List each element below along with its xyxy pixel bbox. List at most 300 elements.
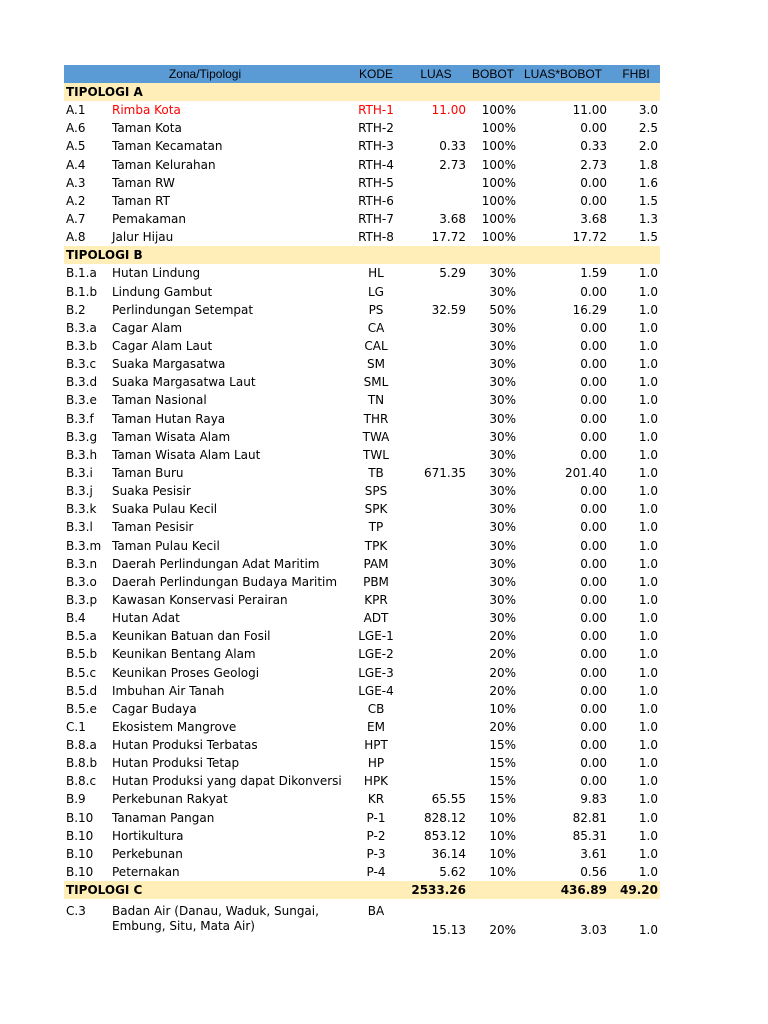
cell-kode[interactable]: THR [363, 411, 389, 426]
cell-bobot[interactable]: 15% [489, 738, 516, 753]
cell-name[interactable]: Peternakan [112, 865, 180, 880]
cell-fhbi[interactable]: 1.0 [638, 320, 658, 335]
cell-kode[interactable]: P-4 [366, 865, 386, 880]
cell-bobot[interactable]: 10% [489, 810, 516, 825]
table-row [64, 391, 660, 409]
cell-luas-bobot[interactable]: 0.00 [580, 738, 607, 753]
cell-luas[interactable]: 36.14 [431, 846, 466, 861]
cell-name[interactable]: Taman Wisata Alam [112, 429, 231, 444]
cell-name[interactable]: Daerah Perlindungan Budaya Maritim [112, 574, 338, 589]
header-kode[interactable]: KODE [358, 67, 393, 81]
cell-fhbi[interactable]: 3.0 [638, 103, 658, 118]
cell-luas-bobot[interactable]: 201.40 [565, 465, 607, 480]
cell-luas-bobot[interactable]: 0.00 [580, 701, 607, 716]
cell-luas-bobot[interactable]: 0.56 [580, 865, 607, 880]
cell-kode[interactable]: HPT [364, 738, 388, 753]
cell-bobot[interactable]: 30% [489, 320, 516, 335]
cell-name[interactable]: Badan Air (Danau, Waduk, Sungai, Embung, Situ, Mata Air) [112, 904, 319, 934]
table-row [64, 845, 660, 863]
cell-fhbi[interactable]: 1.6 [638, 175, 658, 190]
cell-code[interactable]: A.3 [66, 175, 86, 190]
cell-kode[interactable]: TN [367, 393, 385, 408]
cell-bobot[interactable]: 20% [489, 923, 516, 938]
cell-kode[interactable]: LGE-3 [358, 665, 394, 680]
cell-kode[interactable]: RTH-4 [358, 157, 394, 172]
cell-luas-bobot[interactable]: 0.00 [580, 357, 607, 372]
cell-fhbi[interactable]: 1.0 [638, 465, 658, 480]
header-fhbi[interactable]: FHBI [622, 67, 650, 81]
cell-bobot[interactable]: 30% [489, 556, 516, 571]
cell-fhbi[interactable]: 1.0 [638, 338, 658, 353]
cell-fhbi[interactable]: 1.0 [638, 447, 658, 462]
cell-bobot[interactable]: 20% [489, 629, 516, 644]
cell-code[interactable]: B.10 [66, 828, 94, 843]
cell-fhbi[interactable]: 1.0 [638, 683, 658, 698]
cell-code[interactable]: B.1.b [66, 284, 98, 299]
cell-kode[interactable]: RTH-8 [358, 230, 394, 245]
cell-luas[interactable]: 32.59 [431, 302, 466, 317]
cell-fhbi[interactable]: 1.0 [638, 701, 658, 716]
cell-bobot[interactable]: 30% [489, 520, 516, 535]
cell-name[interactable]: Keunikan Proses Geologi [112, 665, 260, 680]
cell-fhbi[interactable]: 1.0 [638, 592, 658, 607]
cell-code[interactable]: B.3.p [66, 592, 98, 607]
cell-bobot[interactable]: 100% [481, 211, 516, 226]
cell-fhbi[interactable]: 1.0 [638, 629, 658, 644]
cell-code[interactable]: B.10 [66, 846, 94, 861]
table-row [64, 319, 660, 337]
cell-bobot[interactable]: 100% [481, 121, 516, 136]
cell-code[interactable]: A.4 [66, 157, 86, 172]
cell-fhbi[interactable]: 1.0 [638, 810, 658, 825]
cell-name[interactable]: Taman Pesisir [112, 520, 194, 535]
cell-luas[interactable]: 5.62 [439, 865, 466, 880]
cell-fhbi[interactable]: 1.0 [638, 375, 658, 390]
cell-bobot[interactable]: 100% [481, 230, 516, 245]
cell-kode[interactable]: KR [367, 792, 385, 807]
cell-kode[interactable]: SM [367, 357, 385, 372]
cell-name[interactable]: Taman Kelurahan [112, 157, 216, 172]
cell-luas-bobot[interactable]: 0.00 [580, 719, 607, 734]
cell-fhbi[interactable]: 1.0 [638, 520, 658, 535]
cell-bobot[interactable]: 15% [489, 774, 516, 789]
cell-name[interactable]: Taman RT [112, 193, 170, 208]
cell-code[interactable]: B.3.i [66, 465, 93, 480]
cell-luas-bobot[interactable]: 85.31 [572, 828, 607, 843]
cell-luas-bobot[interactable]: 0.00 [580, 538, 607, 553]
cell-kode[interactable]: SML [363, 375, 389, 390]
cell-fhbi[interactable]: 1.0 [638, 484, 658, 499]
table-row [64, 337, 660, 355]
cell-name[interactable]: Suaka Margasatwa [112, 357, 226, 372]
cell-fhbi[interactable]: 1.0 [638, 302, 658, 317]
cell-bobot[interactable]: 30% [489, 284, 516, 299]
cell-bobot[interactable]: 30% [489, 393, 516, 408]
cell-luas[interactable]: 17.72 [431, 230, 466, 245]
cell-luas-bobot[interactable]: 0.00 [580, 683, 607, 698]
cell-luas-bobot[interactable]: 17.72 [572, 230, 607, 245]
cell-fhbi[interactable]: 1.0 [638, 738, 658, 753]
cell-bobot[interactable]: 100% [481, 157, 516, 172]
cell-fhbi[interactable]: 1.0 [638, 828, 658, 843]
cell-code[interactable]: B.10 [66, 810, 94, 825]
cell-fhbi[interactable]: 1.0 [638, 846, 658, 861]
cell-bobot[interactable]: 10% [489, 701, 516, 716]
cell-kode[interactable]: ADT [363, 611, 389, 626]
cell-name[interactable]: Taman Hutan Raya [112, 411, 226, 426]
cell-code[interactable]: B.8.b [66, 756, 98, 771]
cell-luas-bobot[interactable]: 0.00 [580, 520, 607, 535]
cell-code[interactable]: B.5.c [66, 665, 97, 680]
header-row [64, 65, 660, 83]
cell-name[interactable]: Perkebunan [112, 846, 183, 861]
cell-bobot[interactable]: 10% [489, 865, 516, 880]
cell-fhbi[interactable]: 1.8 [638, 157, 658, 172]
cell-fhbi[interactable]: 1.3 [638, 211, 658, 226]
cell-code[interactable]: A.1 [66, 103, 86, 118]
cell-kode[interactable]: BA [367, 904, 385, 919]
cell-code[interactable]: A.6 [66, 121, 86, 136]
cell-code[interactable]: B.3.g [66, 429, 98, 444]
cell-kode[interactable]: TP [368, 520, 384, 535]
cell-kode[interactable]: LGE-1 [358, 629, 394, 644]
cell-code[interactable]: B.3.f [66, 411, 94, 426]
cell-name[interactable]: Cagar Alam [112, 320, 183, 335]
cell-kode[interactable]: PBM [363, 574, 389, 589]
cell-kode[interactable]: SPK [364, 502, 388, 517]
cell-code[interactable]: B.3.b [66, 338, 98, 353]
cell-luas-bobot[interactable]: 0.00 [580, 447, 607, 462]
table-row [64, 645, 660, 663]
cell-luas-bobot[interactable]: 0.00 [580, 175, 607, 190]
cell-luas-bobot[interactable]: 16.29 [572, 302, 607, 317]
cell-luas-bobot[interactable]: 0.00 [580, 121, 607, 136]
cell-luas-bobot[interactable]: 1.59 [580, 266, 607, 281]
cell-code[interactable]: B.3.d [66, 375, 98, 390]
cell-code[interactable]: B.3.h [66, 447, 98, 462]
cell-luas[interactable]: 828.12 [424, 810, 466, 825]
cell-kode[interactable]: RTH-7 [358, 211, 394, 226]
cell-name[interactable]: Suaka Pesisir [112, 484, 191, 499]
cell-kode[interactable]: CAL [364, 338, 388, 353]
cell-bobot[interactable]: 30% [489, 429, 516, 444]
cell-fhbi[interactable]: 1.0 [638, 719, 658, 734]
cell-luas-bobot[interactable]: 0.00 [580, 647, 607, 662]
cell-luas[interactable]: 671.35 [424, 465, 466, 480]
cell-fhbi[interactable]: 1.0 [638, 611, 658, 626]
cell-luas-bobot[interactable]: 0.33 [580, 139, 607, 154]
cell-name[interactable]: Tanaman Pangan [112, 810, 215, 825]
cell-kode[interactable]: EM [367, 719, 385, 734]
cell-code[interactable]: A.7 [66, 211, 86, 226]
cell-kode[interactable]: CB [367, 701, 385, 716]
cell-bobot[interactable]: 15% [489, 792, 516, 807]
cell-name[interactable]: Taman Buru [112, 465, 184, 480]
cell-kode[interactable]: P-1 [366, 810, 386, 825]
cell-kode[interactable]: RTH-3 [358, 139, 394, 154]
table-row [64, 809, 660, 827]
cell-name[interactable]: Suaka Margasatwa Laut [112, 375, 256, 390]
cell-name[interactable]: Rimba Kota [112, 103, 181, 118]
cell-luas[interactable]: 65.55 [431, 792, 466, 807]
cell-bobot[interactable]: 50% [489, 302, 516, 317]
cell-fhbi[interactable]: 1.0 [638, 502, 658, 517]
cell-bobot[interactable]: 100% [481, 139, 516, 154]
cell-code[interactable]: B.1.a [66, 266, 97, 281]
header-luas[interactable]: LUAS [420, 67, 452, 81]
cell-luas-bobot[interactable]: 0.00 [580, 284, 607, 299]
cell-kode[interactable]: RTH-1 [358, 103, 394, 118]
cell-name[interactable]: Hutan Adat [112, 611, 180, 626]
cell-bobot[interactable]: 100% [481, 103, 516, 118]
cell-luas-bobot[interactable]: 3.61 [580, 846, 607, 861]
cell-code[interactable]: B.3.o [66, 574, 97, 589]
cell-name[interactable]: Ekosistem Mangrove [112, 719, 237, 734]
cell-bobot[interactable]: 100% [481, 175, 516, 190]
table-row [64, 903, 660, 941]
table-row [64, 627, 660, 645]
cell-name[interactable]: Keunikan Batuan dan Fosil [112, 629, 271, 644]
cell-fhbi[interactable]: 1.0 [638, 774, 658, 789]
total-luas-bobot[interactable]: 436.89 [560, 883, 607, 898]
cell-fhbi[interactable]: 1.0 [638, 865, 658, 880]
cell-kode[interactable]: HP [367, 756, 385, 771]
cell-name[interactable]: Perkebunan Rakyat [112, 792, 228, 807]
cell-name[interactable]: Kawasan Konservasi Perairan [112, 592, 288, 607]
cell-luas-bobot[interactable]: 0.00 [580, 665, 607, 680]
cell-luas-bobot[interactable]: 0.00 [580, 411, 607, 426]
cell-code[interactable]: C.1 [66, 719, 86, 734]
cell-bobot[interactable]: 10% [489, 828, 516, 843]
cell-code[interactable]: B.4 [66, 611, 86, 626]
cell-kode[interactable]: TWL [363, 447, 389, 462]
cell-code[interactable]: B.8.a [66, 738, 97, 753]
cell-name[interactable]: Jalur Hijau [112, 230, 174, 245]
cell-name[interactable]: Taman RW [112, 175, 175, 190]
cell-name[interactable]: Taman Wisata Alam Laut [112, 447, 261, 462]
cell-fhbi[interactable]: 1.0 [638, 647, 658, 662]
cell-code[interactable]: A.2 [66, 193, 86, 208]
cell-fhbi[interactable]: 1.0 [638, 284, 658, 299]
cell-kode[interactable]: RTH-2 [358, 121, 394, 136]
cell-fhbi[interactable]: 1.0 [638, 357, 658, 372]
cell-fhbi[interactable]: 1.0 [638, 556, 658, 571]
cell-luas[interactable]: 3.68 [439, 211, 466, 226]
cell-bobot[interactable]: 30% [489, 266, 516, 281]
cell-code[interactable]: B.5.b [66, 647, 98, 662]
cell-kode[interactable]: HPK [363, 774, 389, 789]
cell-bobot[interactable]: 30% [489, 574, 516, 589]
cell-code[interactable]: B.5.e [66, 701, 97, 716]
cell-luas-bobot[interactable]: 0.00 [580, 502, 607, 517]
cell-bobot[interactable]: 30% [489, 411, 516, 426]
section-label[interactable]: TIPOLOGI B [66, 248, 143, 263]
cell-name[interactable]: Hutan Produksi Terbatas [112, 738, 258, 753]
cell-luas-bobot[interactable]: 0.00 [580, 574, 607, 589]
cell-kode[interactable]: PAM [363, 556, 389, 571]
cell-kode[interactable]: P-3 [366, 846, 386, 861]
cell-kode[interactable]: KPR [364, 592, 388, 607]
cell-luas-bobot[interactable]: 0.00 [580, 756, 607, 771]
table-row [64, 518, 660, 536]
cell-code[interactable]: A.8 [66, 230, 86, 245]
table-row [64, 192, 660, 210]
cell-luas-bobot[interactable]: 0.00 [580, 393, 607, 408]
cell-fhbi[interactable]: 1.0 [638, 574, 658, 589]
cell-bobot[interactable]: 30% [489, 338, 516, 353]
cell-luas-bobot[interactable]: 3.03 [580, 923, 607, 938]
cell-bobot[interactable]: 20% [489, 647, 516, 662]
cell-bobot[interactable]: 30% [489, 484, 516, 499]
cell-name[interactable]: Lindung Gambut [112, 284, 213, 299]
cell-luas-bobot[interactable]: 0.00 [580, 556, 607, 571]
cell-kode[interactable]: LG [368, 284, 384, 299]
cell-luas-bobot[interactable]: 3.68 [580, 211, 607, 226]
cell-code[interactable]: B.3.c [66, 357, 97, 372]
cell-luas[interactable]: 11.00 [431, 103, 466, 118]
header-zona[interactable]: Zona/Tipologi [168, 67, 242, 81]
cell-bobot[interactable]: 20% [489, 665, 516, 680]
cell-fhbi[interactable]: 1.0 [638, 429, 658, 444]
cell-luas-bobot[interactable]: 11.00 [572, 103, 607, 118]
cell-code[interactable]: B.9 [66, 792, 86, 807]
cell-kode[interactable]: TWA [362, 429, 390, 444]
cell-name[interactable]: Hutan Produksi yang dapat Dikonversi [112, 774, 342, 789]
cell-code[interactable]: B.3.j [66, 484, 93, 499]
cell-luas-bobot[interactable]: 2.73 [580, 157, 607, 172]
cell-bobot[interactable]: 15% [489, 756, 516, 771]
cell-kode[interactable]: PS [368, 302, 384, 317]
cell-name[interactable]: Taman Pulau Kecil [112, 538, 220, 553]
cell-code[interactable]: B.5.d [66, 683, 98, 698]
cell-bobot[interactable]: 30% [489, 538, 516, 553]
cell-fhbi[interactable]: 1.0 [638, 266, 658, 281]
cell-bobot[interactable]: 30% [489, 447, 516, 462]
cell-luas-bobot[interactable]: 0.00 [580, 375, 607, 390]
cell-bobot[interactable]: 30% [489, 592, 516, 607]
cell-fhbi[interactable]: 1.5 [638, 193, 658, 208]
cell-name[interactable]: Hutan Lindung [112, 266, 201, 281]
cell-fhbi[interactable]: 1.0 [638, 411, 658, 426]
cell-bobot[interactable]: 30% [489, 357, 516, 372]
cell-luas[interactable]: 853.12 [424, 828, 466, 843]
cell-name[interactable]: Pemakaman [112, 211, 186, 226]
cell-name[interactable]: Taman Kota [112, 121, 182, 136]
cell-luas-bobot[interactable]: 0.00 [580, 592, 607, 607]
cell-luas[interactable]: 15.13 [431, 923, 466, 938]
cell-kode[interactable]: P-2 [366, 828, 386, 843]
cell-code[interactable]: B.8.c [66, 774, 97, 789]
cell-code[interactable]: B.5.a [66, 629, 97, 644]
cell-luas-bobot[interactable]: 0.00 [580, 774, 607, 789]
total-luas[interactable]: 2533.26 [411, 883, 466, 898]
section-row-tipologi-a [64, 83, 660, 101]
cell-fhbi[interactable]: 2.0 [638, 139, 658, 154]
cell-name[interactable]: Cagar Alam Laut [112, 338, 213, 353]
section-label[interactable]: TIPOLOGI A [66, 85, 143, 99]
cell-code[interactable]: B.3.k [66, 502, 97, 517]
cell-name[interactable]: Cagar Budaya [112, 701, 197, 716]
cell-code[interactable]: B.2 [66, 302, 86, 317]
cell-bobot[interactable]: 100% [481, 193, 516, 208]
cell-bobot[interactable]: 30% [489, 502, 516, 517]
cell-kode[interactable]: LGE-4 [358, 683, 394, 698]
cell-code[interactable]: C.3 [66, 904, 86, 919]
cell-name[interactable]: Taman Nasional [112, 393, 207, 408]
cell-luas-bobot[interactable]: 82.81 [572, 810, 607, 825]
cell-code[interactable]: B.10 [66, 865, 94, 880]
cell-kode[interactable]: SPS [364, 484, 388, 499]
spreadsheet-table [64, 65, 660, 941]
cell-name[interactable]: Hortikultura [112, 828, 184, 843]
cell-kode[interactable]: RTH-5 [358, 175, 394, 190]
cell-name[interactable]: Keunikan Bentang Alam [112, 647, 256, 662]
cell-name[interactable]: Imbuhan Air Tanah [112, 683, 225, 698]
cell-code[interactable]: B.3.l [66, 520, 93, 535]
cell-bobot[interactable]: 20% [489, 719, 516, 734]
table-row [64, 827, 660, 845]
cell-luas-bobot[interactable]: 0.00 [580, 611, 607, 626]
cell-luas-bobot[interactable]: 0.00 [580, 338, 607, 353]
cell-luas-bobot[interactable]: 0.00 [580, 320, 607, 335]
cell-kode[interactable]: HL [368, 266, 384, 281]
table-row [64, 373, 660, 391]
cell-name[interactable]: Taman Kecamatan [112, 139, 223, 154]
total-label[interactable]: TIPOLOGI C [66, 883, 143, 898]
cell-luas-bobot[interactable]: 0.00 [580, 429, 607, 444]
header-luas-bobot[interactable]: LUAS*BOBOT [523, 67, 603, 81]
cell-fhbi[interactable]: 1.0 [638, 665, 658, 680]
table-row [64, 591, 660, 609]
cell-luas-bobot[interactable]: 0.00 [580, 193, 607, 208]
cell-code[interactable]: B.3.a [66, 320, 97, 335]
cell-fhbi[interactable]: 1.0 [638, 756, 658, 771]
cell-code[interactable]: A.5 [66, 139, 86, 154]
total-fhbi[interactable]: 49.20 [620, 883, 658, 898]
cell-kode[interactable]: TB [368, 465, 384, 480]
cell-name[interactable]: Perlindungan Setempat [112, 302, 254, 317]
cell-name[interactable]: Daerah Perlindungan Adat Maritim [112, 556, 320, 571]
cell-luas[interactable]: 0.33 [439, 139, 466, 154]
cell-luas[interactable]: 2.73 [439, 157, 466, 172]
cell-luas-bobot[interactable]: 9.83 [580, 792, 607, 807]
cell-name[interactable]: Hutan Produksi Tetap [112, 756, 240, 771]
cell-fhbi[interactable]: 1.0 [638, 923, 658, 938]
cell-bobot[interactable]: 10% [489, 846, 516, 861]
cell-code[interactable]: B.3.n [66, 556, 98, 571]
cell-kode[interactable]: LGE-2 [358, 647, 394, 662]
cell-fhbi[interactable]: 1.0 [638, 538, 658, 553]
header-bobot[interactable]: BOBOT [471, 67, 514, 81]
cell-kode[interactable]: RTH-6 [358, 193, 394, 208]
cell-kode[interactable]: CA [367, 320, 385, 335]
cell-fhbi[interactable]: 2.5 [638, 121, 658, 136]
cell-fhbi[interactable]: 1.5 [638, 230, 658, 245]
cell-fhbi[interactable]: 1.0 [638, 393, 658, 408]
cell-bobot[interactable]: 20% [489, 683, 516, 698]
cell-kode[interactable]: TPK [364, 538, 388, 553]
cell-bobot[interactable]: 30% [489, 375, 516, 390]
cell-code[interactable]: B.3.m [66, 538, 102, 553]
cell-code[interactable]: B.3.e [66, 393, 97, 408]
cell-bobot[interactable]: 30% [489, 611, 516, 626]
cell-luas-bobot[interactable]: 0.00 [580, 629, 607, 644]
cell-fhbi[interactable]: 1.0 [638, 792, 658, 807]
cell-bobot[interactable]: 30% [489, 465, 516, 480]
cell-name[interactable]: Suaka Pulau Kecil [112, 502, 218, 517]
cell-luas[interactable]: 5.29 [439, 266, 466, 281]
cell-luas-bobot[interactable]: 0.00 [580, 484, 607, 499]
